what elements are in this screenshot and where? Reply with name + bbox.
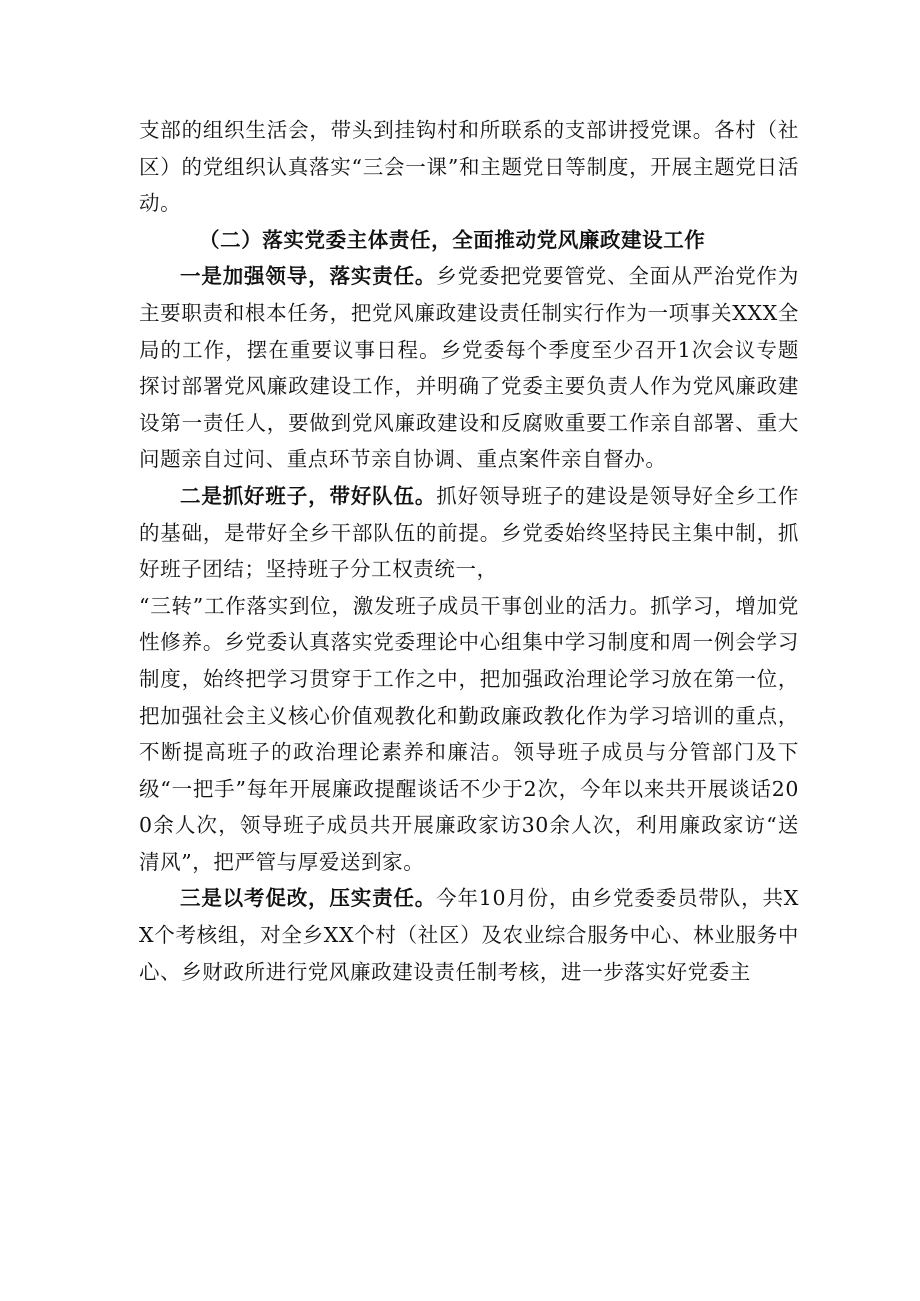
paragraph-lead: 一是加强领导，落实责任。	[180, 264, 437, 289]
paragraph-text: 乡党委把党要管党、全面从严治党作为主要职责和根本任务，把党风廉政建设责任制实行作为一项事关XXX全局的工作，摆在重要议事日程。乡党委每个季度至少召开1次会议专题探讨部署党风廉政建设工作，并明确了党委主要负责人作为党风廉政建设第一责任人，要做到党风廉政建设和反腐败重要工作亲自部署、重大问题亲自过问、重点环节亲自协调、重点案件亲自督办。	[139, 264, 800, 472]
paragraph-lead: 三是以考促改，压实责任。	[180, 886, 437, 911]
paragraph-team	[139, 478, 799, 588]
paragraph-continued	[139, 112, 799, 222]
document-body	[139, 112, 799, 990]
paragraph-text: 抓好领导班子的建设是领导好全乡工作的基础，是带好全乡干部队伍的前提。乡党委始终坚持民主集中制，抓好班子团结；坚持班子分工权责统一，	[139, 483, 800, 582]
paragraph-text: “三转”工作落实到位，激发班子成员干事创业的活力。抓学习，增加党性修养。乡党委认真落实党委理论中心组集中学习制度和周一例会学习制度，始终把学习贯穿于工作之中，把加强政治理论学习放在第一位，把加强社会主义核心价值观教化和勤政廉政教化作为学习培训的重点，不断提高班子的政治理论素养和廉洁。领导班子成员与分管部门及下级“一把手”每年开展廉政提醒谈话不少于2次，今年以来共开展谈话200余人次，领导班子成员共开展廉政家访30余人次，利用廉政家访“送清风”，把严管与厚爱送到家。	[139, 593, 799, 874]
paragraph-lead: 二是抓好班子，带好队伍。	[180, 483, 437, 508]
paragraph-leadership	[139, 258, 799, 478]
section-heading: （二）落实党委主体责任，全面推动党风廉政建设工作	[199, 227, 706, 252]
paragraph-text: 今年10月份，由乡党委委员带队，共XX个考核组，对全乡XX个村（社区）及农业综合服务中心、林业服务中心、乡财政所进行党风廉政建设责任制考核，进一步落实好党委主	[139, 886, 799, 984]
paragraph-assessment	[139, 880, 799, 990]
paragraph-team-continued	[139, 588, 799, 881]
paragraph-text: 支部的组织生活会，带头到挂钩村和所联系的支部讲授党课。各村（社区）的党组织认真落实“三会一课”和主题党日等制度，开展主题党日活动。	[139, 118, 799, 216]
